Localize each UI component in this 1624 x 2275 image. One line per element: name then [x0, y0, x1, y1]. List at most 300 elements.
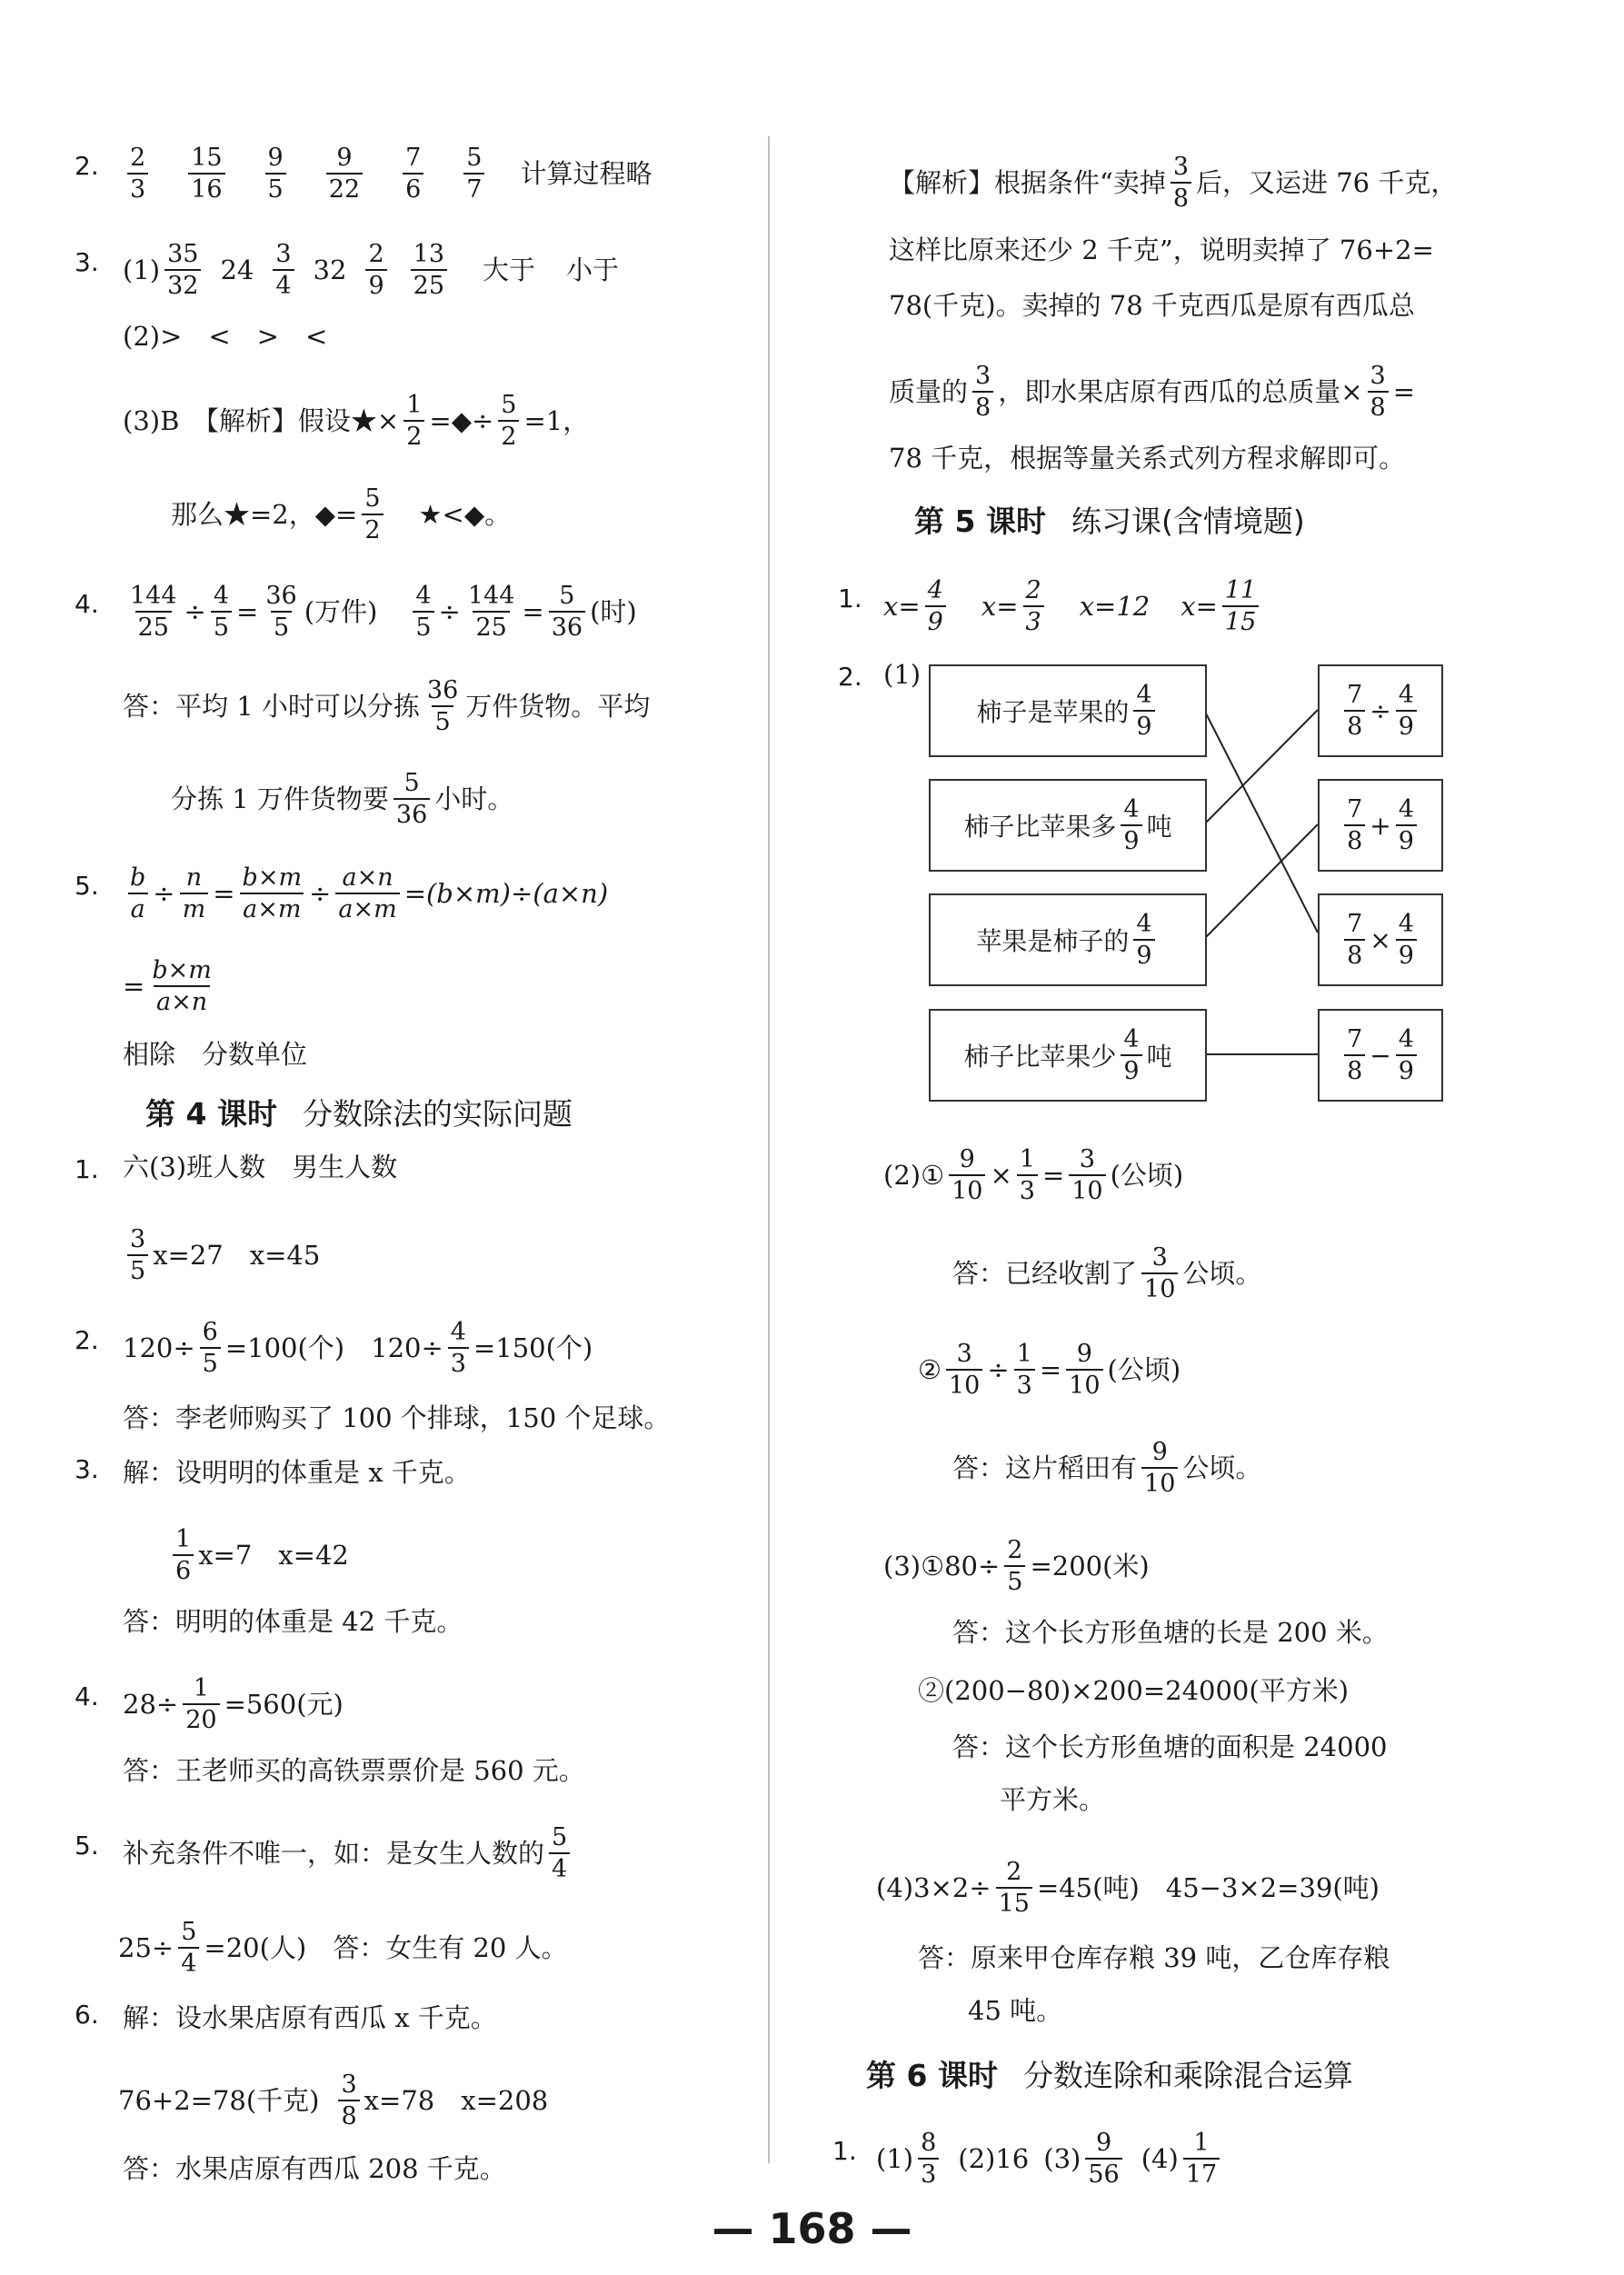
r2-sub4-line1 — [876, 1860, 1380, 1916]
fraction — [996, 1860, 1032, 1916]
text-fragment: (3)B 【解析】假设★× — [123, 405, 400, 436]
numerator: 5 — [552, 1823, 568, 1851]
denominator: 3 — [1017, 1174, 1038, 1203]
r2-sub3-line2: ②(200−80)×200=24000(平方米) — [918, 1675, 1350, 1706]
text-fragment: × — [990, 1160, 1012, 1191]
numerator: 36 — [426, 676, 459, 704]
item-number: 1. — [75, 1154, 99, 1184]
text-fragment: × — [1370, 924, 1391, 955]
denominator: 8 — [1344, 1054, 1365, 1083]
text-fragment: 那么★=2，◆= — [171, 499, 358, 530]
fraction — [918, 2130, 939, 2187]
numerator: 3 — [1172, 153, 1190, 181]
p6-line1: 解：设水果店原有西瓜 x 千克。 — [123, 2002, 497, 2033]
denominator: 56 — [1085, 2158, 1121, 2187]
fraction — [1344, 912, 1365, 968]
numerator: 144 — [130, 582, 177, 610]
item-number: 1. — [832, 2136, 857, 2166]
numerator: 3 — [975, 362, 991, 390]
fraction — [1133, 683, 1154, 739]
item-number: 3. — [75, 247, 99, 277]
numerator: b×m — [152, 956, 212, 984]
numerator: 7 — [1347, 795, 1363, 823]
text-fragment: (公顷) — [1107, 1354, 1181, 1385]
text-fragment: ÷ — [153, 878, 175, 909]
fraction — [549, 584, 585, 640]
numerator: 4 — [415, 582, 432, 610]
numerator: 1 — [1016, 1340, 1032, 1368]
numerator: 9 — [267, 144, 284, 172]
p2-line1 — [123, 1320, 593, 1376]
text-fragment: 32 — [313, 254, 347, 285]
item-number: 3. — [75, 1454, 99, 1484]
q3-line1 — [123, 242, 619, 298]
fraction — [335, 865, 399, 922]
analysis-line2: 这样比原来还少 2 千克”，说明卖掉了 76+2= — [889, 234, 1434, 265]
denominator: 5 — [211, 611, 232, 640]
p6-answer: 答：水果店原有西瓜 208 千克。 — [123, 2153, 506, 2184]
fraction — [1085, 2130, 1121, 2187]
text-fragment: 大于 — [483, 254, 536, 285]
denominator: 16 — [188, 173, 224, 202]
fraction — [362, 486, 383, 543]
p5-line2 — [118, 1920, 568, 1976]
text-fragment: = — [1392, 376, 1416, 407]
fraction — [240, 865, 305, 922]
text-fragment: 公顷。 — [1182, 1452, 1262, 1483]
denominator: 22 — [326, 173, 363, 202]
numerator: 4 — [1398, 1025, 1414, 1053]
text-fragment: =(b×m)÷(a×n) — [404, 878, 609, 909]
denominator: 3 — [1023, 605, 1044, 634]
q4-answer1 — [123, 678, 650, 734]
numerator: 4 — [1136, 910, 1152, 938]
text-fragment: =1， — [523, 405, 590, 436]
numerator: 9 — [959, 1145, 975, 1173]
text-fragment: (1) — [123, 254, 161, 285]
numerator: 5 — [501, 391, 517, 419]
text-fragment: 答：平均 1 小时可以分拣 — [123, 691, 420, 722]
fraction — [1183, 2130, 1220, 2187]
text-fragment: 第 4 课时 — [145, 1096, 277, 1132]
match-box-left-4[interactable] — [929, 1009, 1207, 1102]
page-number: — 168 — — [712, 2204, 912, 2253]
fraction — [1141, 1245, 1178, 1302]
numerator: 3 — [1151, 1243, 1168, 1272]
numerator: 8 — [921, 2129, 937, 2157]
text-fragment: ÷ — [987, 1354, 1010, 1385]
denominator: 8 — [1344, 939, 1365, 968]
numerator: 5 — [181, 1918, 197, 1946]
numerator: 2 — [1007, 1536, 1023, 1564]
denominator: 9 — [1133, 939, 1154, 968]
denominator: 8 — [1368, 391, 1389, 420]
p4-answer: 答：王老师买的高铁票票价是 560 元。 — [123, 1755, 585, 1786]
denominator: 3 — [127, 173, 148, 202]
text-fragment: (万件) — [304, 596, 378, 627]
text-fragment: ÷ — [309, 878, 332, 909]
text-fragment: 28÷ — [123, 1689, 179, 1720]
fraction — [1396, 683, 1417, 739]
text-fragment: ÷ — [184, 596, 206, 627]
fraction — [211, 584, 232, 640]
numerator: 4 — [1123, 1025, 1140, 1053]
denominator: 10 — [949, 1174, 985, 1203]
text-fragment: 答：这片稻田有 — [952, 1452, 1138, 1483]
text-fragment: =560(元) — [224, 1689, 344, 1720]
fraction — [549, 1825, 570, 1881]
text-fragment: = — [213, 878, 235, 909]
text-fragment: (3)①80÷ — [883, 1551, 1001, 1582]
text-fragment: =150(个) — [473, 1332, 593, 1363]
numerator: 4 — [213, 582, 230, 610]
fraction — [1014, 1342, 1035, 1398]
denominator: 9 — [1396, 939, 1417, 968]
fraction — [180, 865, 209, 922]
section-heading-6 — [866, 2052, 1353, 2095]
text-fragment: (3) — [1043, 2143, 1081, 2174]
p2-answer: 答：李老师购买了 100 个排球，150 个足球。 — [123, 1402, 671, 1433]
numerator: 4 — [1123, 795, 1140, 823]
text-fragment: 柿子比苹果多 — [963, 812, 1117, 842]
text-fragment: =100(个) 120÷ — [224, 1332, 443, 1363]
q5-line3: 相除 分数单位 — [123, 1039, 308, 1070]
text-fragment: =20(人) 答：女生有 20 人。 — [204, 1932, 568, 1963]
denominator: 10 — [1066, 1369, 1102, 1398]
numerator: 1 — [406, 391, 423, 419]
denominator: 10 — [1069, 1174, 1105, 1203]
fraction — [424, 678, 461, 734]
match-box-right-3[interactable] — [1318, 893, 1443, 986]
denominator: 2 — [498, 420, 519, 449]
item-number: 4. — [75, 1681, 99, 1711]
r2-sub4-answer1: 答：原来甲仓库存粮 39 吨，乙仓库存粮 — [918, 1942, 1390, 1973]
fraction — [1141, 1440, 1178, 1496]
fraction — [1121, 1027, 1141, 1083]
denominator: a — [128, 893, 148, 922]
q5-line2 — [123, 958, 219, 1014]
denominator: 15 — [996, 1887, 1032, 1916]
numerator: 4 — [1136, 681, 1152, 709]
numerator: 13 — [413, 240, 444, 268]
text-fragment: 柿子比苹果少 — [963, 1042, 1117, 1072]
denominator: 25 — [411, 269, 447, 298]
numerator: 1 — [1193, 2129, 1210, 2157]
denominator: 5 — [432, 705, 453, 734]
numerator: a×n — [342, 863, 394, 892]
match-box-right-2[interactable] — [1318, 779, 1443, 872]
r2-sub2-answer1 — [952, 1245, 1261, 1302]
numerator: 3 — [1370, 362, 1386, 390]
denominator: a×m — [335, 893, 399, 922]
denominator: 5 — [413, 611, 433, 640]
fraction — [263, 584, 299, 640]
numerator: 144 — [467, 582, 515, 610]
fraction — [411, 242, 447, 298]
denominator: 25 — [135, 611, 172, 640]
text-fragment: 76+2=78(千克) — [118, 2085, 320, 2116]
r2-sub3-line1 — [883, 1538, 1150, 1594]
text-fragment: x=12 — [1079, 591, 1151, 622]
denominator: 3 — [918, 2158, 939, 2187]
numerator: 7 — [1347, 910, 1363, 938]
q2-answers — [123, 145, 652, 202]
denominator: 17 — [1183, 2158, 1220, 2187]
numerator: 7 — [1347, 1025, 1363, 1053]
denominator: 20 — [183, 1703, 219, 1732]
match-box-right-4[interactable] — [1318, 1009, 1443, 1102]
text-fragment: 第 5 课时 — [914, 504, 1046, 539]
r2-sub2-line2 — [918, 1342, 1181, 1398]
item-number: 5. — [75, 871, 99, 901]
numerator: 4 — [1398, 910, 1414, 938]
q4-line1 — [123, 584, 637, 640]
q3-line2: (2)> < > < — [123, 321, 328, 352]
item-number: 4. — [75, 589, 99, 619]
fraction — [1069, 1147, 1105, 1203]
text-fragment: 24 — [220, 254, 254, 285]
text-fragment: x= — [883, 591, 921, 622]
text-fragment: 第 6 课时 — [866, 2058, 998, 2093]
text-fragment: 补充条件不唯一，如：是女生人数的 — [123, 1838, 545, 1869]
p4-line1 — [123, 1676, 344, 1732]
item-number: 2. — [838, 662, 862, 692]
numerator: 2 — [1025, 576, 1041, 604]
item-number: 1. — [838, 584, 862, 614]
text-fragment: x=78 x=208 — [364, 2085, 549, 2116]
fraction — [273, 242, 294, 298]
text-fragment: 【解析】根据条件“卖掉 — [889, 167, 1166, 198]
numerator: 3 — [275, 240, 292, 268]
denominator: 8 — [338, 2100, 359, 2129]
denominator: a×m — [240, 893, 304, 922]
text-fragment: =◆÷ — [429, 405, 494, 436]
denominator: m — [180, 893, 209, 922]
denominator: 9 — [1121, 824, 1141, 853]
fraction — [127, 865, 148, 922]
text-fragment: 分拣 1 万件货物要 — [171, 783, 389, 814]
denominator: 5 — [200, 1347, 221, 1376]
numerator: 7 — [405, 144, 422, 172]
denominator: 2 — [362, 514, 383, 543]
text-fragment: (2)① — [883, 1160, 945, 1191]
text-fragment: 分数除法的实际问题 — [302, 1096, 573, 1132]
denominator: 4 — [178, 1947, 199, 1976]
p3-answer: 答：明明的体重是 42 千克。 — [123, 1606, 463, 1637]
denominator: 8 — [1344, 710, 1365, 739]
p1-line2 — [123, 1227, 320, 1283]
text-fragment: (4)3×2÷ — [876, 1872, 991, 1903]
numerator: 1 — [1019, 1145, 1035, 1173]
numerator: 5 — [559, 582, 575, 610]
text-fragment: =45(吨) 45−3×2=39(吨) — [1036, 1872, 1380, 1903]
numerator: 11 — [1224, 576, 1257, 604]
fraction — [465, 584, 518, 640]
denominator: 15 — [1222, 605, 1259, 634]
numerator: 9 — [1076, 1340, 1092, 1368]
fraction — [1066, 1342, 1102, 1398]
denominator: 10 — [1141, 1467, 1178, 1496]
numerator: 9 — [1151, 1438, 1168, 1466]
text-fragment: (公顷) — [1110, 1160, 1184, 1191]
fraction — [413, 584, 433, 640]
analysis-line5: 78 千克，根据等量关系式列方程求解即可。 — [889, 443, 1406, 474]
text-fragment: ★<◆。 — [418, 499, 512, 530]
match-box-left-2[interactable] — [929, 779, 1207, 872]
numerator: 3 — [1079, 1145, 1096, 1173]
denominator: 36 — [394, 798, 430, 827]
match-box-right-1[interactable] — [1318, 664, 1443, 757]
q3-line4 — [171, 486, 511, 543]
q3-line3 — [123, 393, 589, 449]
denominator: 8 — [1344, 824, 1365, 853]
denominator: 32 — [164, 269, 201, 298]
numerator: 15 — [191, 144, 223, 172]
fraction — [1121, 797, 1141, 853]
fraction — [1344, 1027, 1365, 1083]
text-fragment: 分数连除和乘除混合运算 — [1022, 2058, 1353, 2093]
section-heading-4 — [145, 1091, 573, 1133]
fraction — [1133, 912, 1154, 968]
denominator: 7 — [463, 173, 484, 202]
denominator: 10 — [1141, 1272, 1178, 1302]
text-fragment: 质量的 — [889, 376, 969, 407]
text-fragment: =200(米) — [1030, 1551, 1150, 1582]
numerator: b×m — [242, 863, 303, 892]
denominator: 4 — [549, 1852, 570, 1881]
numerator: 2 — [1006, 1858, 1022, 1886]
fraction — [1396, 912, 1417, 968]
numerator: 2 — [368, 240, 384, 268]
text-fragment: 练习课(含情境题) — [1071, 504, 1305, 539]
numerator: b — [130, 863, 146, 892]
text-fragment: x= — [981, 591, 1019, 622]
q5-line1 — [123, 865, 608, 922]
fraction — [1017, 1147, 1038, 1203]
text-fragment: 小于 — [566, 254, 620, 285]
text-fragment: = — [1041, 1160, 1065, 1191]
denominator: 9 — [1396, 1054, 1417, 1083]
numerator: 5 — [404, 769, 420, 797]
match-box-left-1[interactable] — [929, 664, 1207, 757]
fraction — [404, 393, 424, 449]
item-number: 2. — [75, 1325, 99, 1355]
fraction — [149, 958, 214, 1014]
text-fragment: (2)16 — [958, 2143, 1030, 2174]
numerator: 2 — [130, 144, 146, 172]
fraction — [200, 1320, 221, 1376]
denominator: a×n — [154, 985, 210, 1014]
text-fragment: (1) — [876, 2143, 914, 2174]
denominator: 5 — [1004, 1565, 1025, 1594]
numerator: 5 — [466, 144, 483, 172]
text-fragment: ÷ — [1370, 695, 1391, 726]
numerator: 3 — [130, 1225, 146, 1253]
fraction — [173, 1527, 194, 1583]
fraction — [463, 145, 484, 202]
text-fragment: 小时。 — [434, 783, 514, 814]
text-fragment: 苹果是柿子的 — [976, 926, 1130, 956]
denominator: 9 — [365, 269, 386, 298]
denominator: 10 — [946, 1369, 982, 1398]
r2-sub3-answer2-cont: 平方米。 — [1000, 1784, 1106, 1815]
p1-line1: 六(3)班人数 男生人数 — [123, 1152, 398, 1182]
text-fragment: x= — [1181, 591, 1218, 622]
numerator: 3 — [341, 2070, 357, 2099]
text-fragment: 120÷ — [123, 1332, 195, 1363]
p3-line1: 解：设明明的体重是 x 千克。 — [123, 1457, 471, 1488]
numerator: 7 — [1347, 681, 1363, 709]
denominator: 3 — [448, 1347, 469, 1376]
text-fragment: 吨 — [1146, 1042, 1172, 1072]
match-box-left-3[interactable] — [929, 893, 1207, 986]
numerator: 4 — [1398, 795, 1414, 823]
denominator: 6 — [403, 173, 423, 202]
text-fragment: = — [1039, 1354, 1062, 1385]
item-number: 5. — [75, 1831, 99, 1861]
denominator: 9 — [1133, 710, 1154, 739]
fraction — [1396, 1027, 1417, 1083]
denominator: 5 — [271, 611, 292, 640]
fraction — [1344, 797, 1365, 853]
fraction — [164, 242, 201, 298]
r2-sub3-answer1: 答：这个长方形鱼塘的长是 200 米。 — [952, 1617, 1389, 1648]
numerator: n — [185, 863, 203, 892]
text-fragment: 吨 — [1146, 812, 1172, 842]
fraction — [448, 1320, 469, 1376]
r2-sub4-answer2: 45 吨。 — [968, 1995, 1063, 2026]
denominator: 5 — [265, 173, 286, 202]
denominator: 8 — [972, 391, 993, 420]
numerator: 1 — [175, 1525, 192, 1553]
denominator: 25 — [473, 611, 509, 640]
fraction — [365, 242, 386, 298]
text-fragment: = — [123, 971, 145, 1002]
numerator: 6 — [202, 1318, 218, 1346]
analysis-line3: 78(千克)。卖掉的 78 千克西瓜是原有西瓜总 — [889, 290, 1415, 321]
numerator: 35 — [167, 240, 199, 268]
denominator: 4 — [273, 269, 294, 298]
numerator: 3 — [956, 1340, 972, 1368]
text-fragment: = — [522, 596, 544, 627]
numerator: 9 — [1095, 2129, 1112, 2157]
fraction — [326, 145, 363, 202]
denominator: 8 — [1171, 182, 1191, 211]
denominator: 2 — [404, 420, 424, 449]
denominator: 6 — [173, 1554, 194, 1583]
item-number: 6. — [75, 2000, 99, 2030]
numerator: 4 — [1398, 681, 1414, 709]
fraction — [1004, 1538, 1025, 1594]
text-fragment: = — [236, 596, 259, 627]
fraction — [265, 145, 286, 202]
r2-sub2-answer2 — [952, 1440, 1261, 1496]
text-fragment: 后，又运进 76 千克， — [1196, 167, 1458, 198]
r6-line — [876, 2130, 1224, 2187]
numerator: 36 — [265, 582, 297, 610]
text-fragment: x=7 x=42 — [198, 1540, 349, 1571]
text-fragment: 25÷ — [118, 1932, 174, 1963]
denominator: 36 — [549, 611, 585, 640]
denominator: 9 — [1396, 824, 1417, 853]
denominator: 5 — [127, 1254, 148, 1283]
text-fragment: ÷ — [438, 596, 461, 627]
text-fragment: 公顷。 — [1182, 1258, 1262, 1289]
p5-line1 — [123, 1825, 574, 1881]
text-fragment: − — [1370, 1040, 1391, 1071]
fraction — [949, 1147, 985, 1203]
denominator: 9 — [925, 605, 946, 634]
